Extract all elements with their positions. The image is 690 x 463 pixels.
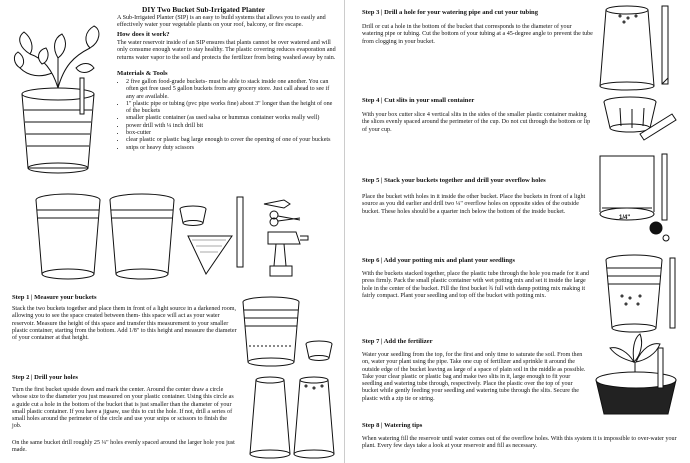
column-divider	[344, 0, 345, 463]
stacked-buckets-soil-illustration	[600, 252, 684, 334]
scissors-icon	[268, 210, 302, 226]
container-slits-illustration	[600, 94, 676, 150]
step1-text: Stack the two buckets together and place them in front of a light source in a darkened room, allowing you to see the space created between them- this space will act as your water reservoir. Measure the height of this space and transfer this measurement to your smaller plastic container, starting from the bottom. Add 1/8" to this height and measure the diameter of your container at that height.	[12, 306, 237, 342]
step6-text: With the buckets stacked together, place the plastic tube through the hole you made for it and press firmly. Pack the small plastic container with wet potting mix and set it inside the large hole in the center of the bucket. Fill the first bucket ¾ full with damp potting mix making it fairly compact. Plant your seedling and top off the bucket with potting mix.	[362, 271, 590, 299]
step5-heading: Step 5 | Stack your buckets together and drill your overflow holes	[362, 177, 546, 184]
step3-text: Drill or cut a hole in the bottom of the bucket that corresponds to the diameter of your watering pipe or tubing. Cut the bottom of your tubing at a 45-degree angle to prevent the tube from clogging in your bucket.	[362, 24, 593, 45]
step2-text-2: On the same bucket drill roughly 25 ¼" holes evenly spaced around the larger hole you just made.	[12, 440, 235, 454]
material-item: • box-cutter	[126, 130, 336, 137]
small-container-step1-icon	[304, 340, 334, 362]
step4-text: With your box cutter slice 4 vertical slits in the sides of the smaller plastic container making the slices evenly spaced around the perimeter of the cup. Do not cut through the bottom or lip of your cup.	[362, 112, 591, 133]
material-item: • power drill with ¼ inch drill bit	[126, 123, 336, 130]
material-item: • smaller plastic container (as used salsa or hummus container works really well)	[126, 115, 336, 122]
step4-heading: Step 4 | Cut slits in your small container	[362, 97, 475, 104]
step2-heading: Step 2 | Drill your holes	[12, 374, 78, 381]
step2-text: Turn the first bucket upside down and mark the center. Around the center draw a circle whose size to the diameter you just measured on your plastic container. Using this circle as a guide cut a hole in the bottom of the bucket that is just smaller than the diameter of your small plastic container. If you have a jigsaw, use this to cut the hole. If not, drill a series of small holes around the perimeter of the circle and use your snips or scissors to finish the job.	[12, 387, 234, 430]
bucket-with-pipe-illustration	[592, 2, 684, 88]
stacked-buckets-illustration	[240, 296, 302, 368]
pipe-icon	[236, 196, 244, 268]
material-item: • snips or heavy duty scissors	[126, 145, 336, 152]
materials-list	[117, 79, 336, 152]
step7-text: Water your seedling from the top, for the first and only time to saturate the soil. From then on, water your plant using the pipe. Take one cup of fertilizer and sprinkle it around the outside edge of the bucket leaving as large of a space of plain soil in the middle as possible. Take your clear plastic or plastic bag and make two slits in it, large enough to fit your seedling and watering tube through, respectively. Place the plastic over the top of your bucket while gently feeding your seedling and watering tube through the slits. Secure the plastic with a zip tie or string.	[362, 352, 586, 402]
small-container-icon	[178, 205, 208, 227]
material-item: • 2 five gallon food-grade buckets- must be able to stack inside one another. You can often get free used 5 gallon buckets from any grocery store. Just call ahead to see if any are available.	[126, 79, 336, 101]
materials-heading: Materials & Tools	[117, 70, 168, 77]
material-item: • 1" plastic pipe or tubing (pvc pipe works fine) about 3" longer than the height of one of the buckets	[126, 101, 336, 116]
quarter-inch-label: 1/4"	[619, 215, 631, 221]
step7-heading: Step 7 | Add the fertilizer	[362, 338, 433, 345]
power-drill-icon	[262, 228, 308, 278]
material-item: • clear plastic or plastic bag large enough to cover the opening of one of your buckets	[126, 137, 336, 144]
plastic-bag-icon	[186, 232, 234, 276]
planted-bucket-illustration	[588, 326, 684, 418]
step3-heading: Step 3 | Drill a hole for your watering pipe and cut your tubing	[362, 9, 539, 16]
step6-heading: Step 6 | Add your potting mix and plant your seedlings	[362, 257, 515, 264]
step8-heading: Step 8 | Watering tips	[362, 422, 423, 429]
upside-down-buckets-illustration	[244, 372, 340, 462]
step1-heading: Step 1 | Measure your buckets	[12, 294, 97, 301]
planter-illustration	[12, 18, 104, 180]
two-buckets-illustration	[30, 192, 180, 284]
step5-text: Place the bucket with holes in it inside the other bucket. Place the buckets in front of a light source as you did earlier and drill two ¼" overflow holes on opposite sides of the outside bucket. These holes should be a quarter inch below the bottom of the inside bucket.	[362, 194, 586, 215]
page-title: DIY Two Bucket Sub-Irrigated Planter	[142, 5, 266, 14]
intro-text: A Sub-Irrigated Planter (SIP) is an easy to build systems that allows you to easily and effectively water your vegetable plants on your roof, balcony, or fire escape.	[117, 15, 326, 29]
how-heading: How does it work?	[117, 31, 170, 38]
overflow-holes-illustration	[592, 152, 684, 246]
how-text: The water reservoir inside of an SIP ensures that plants cannot be over watered and will only consume enough water to stay healthy. The plastic covering reduces evaporation and returns water vapor to the soil and protects the fertilizer from being washed away by rain.	[117, 40, 336, 61]
step8-text: When watering fill the reservoir until water comes out of the overflow holes. With this system it is impossible to over-water your plant. Every few days take a look at your reservoir and fill as necessary.	[362, 436, 677, 450]
